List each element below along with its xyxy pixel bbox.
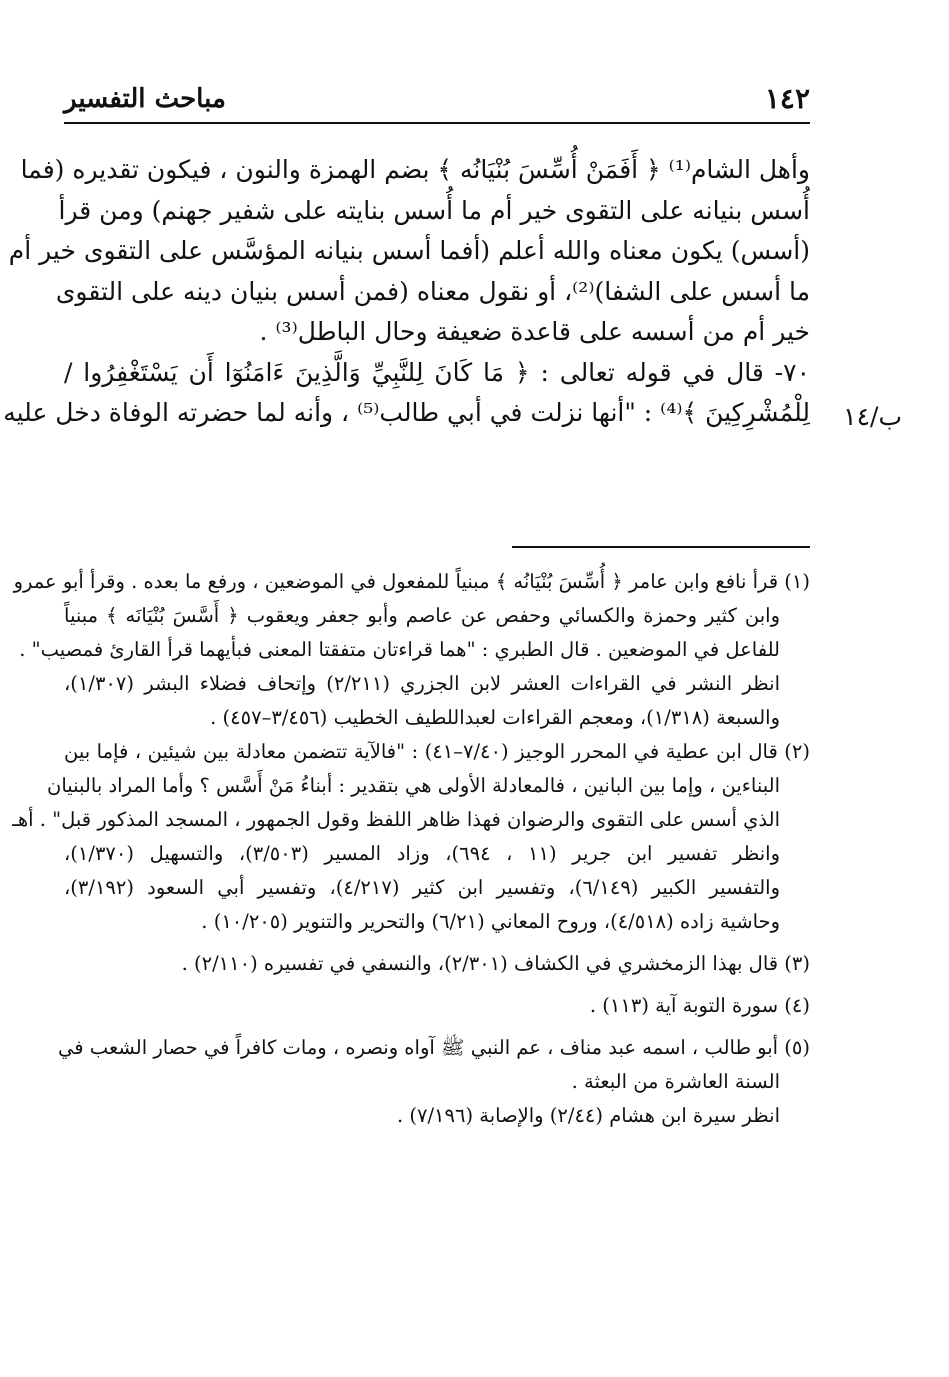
- body-line: ما أسس على الشفا)⁽²⁾، أو نقول معناه (فمن أسس بنيان دينه على التقوى: [55, 276, 810, 306]
- body-line: أُسس بنيانه على التقوى خير أم ما أُسس بنايته على شفير جهنم) ومن قرأ: [58, 195, 810, 225]
- page-header: [64, 78, 810, 124]
- footnotes: [12, 565, 810, 1133]
- footnote-line: البناءين ، وإما بين البانين ، فالمعادلة الأولى هي بتقدير : أبناءُ مَنْ أَسَّس ؟ وأما المراد بالبنيان: [47, 774, 780, 797]
- footnote-line: (٣) قال بهذا الزمخشري في الكشاف (٢/٣٠١)، والنسفي في تفسيره (٢/١١٠) .: [181, 952, 810, 975]
- footnote-line: (٢) قال ابن عطية في المحرر الوجيز (٧/٤٠–٤١) : "فالآية تتضمن معادلة بين شيئين ، فإما بين: [64, 740, 810, 763]
- footnote-4: [64, 989, 810, 1023]
- body-line: وأهل الشام⁽¹⁾ ﴿ أَفَمَنْ أُسِّسَ بُنْيَانُه ﴾ بضم الهمزة والنون ، فيكون تقديره (فما: [20, 155, 810, 184]
- footnote-line: (١) قرأ نافع وابن عامر ﴿ أُسِّسَ بُنْيَانُه ﴾ مبنياً للمفعول في الموضعين ، ورفع ما بعده . وقرأ أبو عمرو: [13, 570, 810, 593]
- footnote-line: وانظر تفسير ابن جرير (١١ ، ٦٩٤)، وزاد المسير (٣/٥٠٣)، والتسهيل (١/٣٧٠)،: [64, 842, 780, 865]
- footnote-line: والسبعة (١/٣١٨)، ومعجم القراءات لعبداللطيف الخطيب (٣/٤٥٦–٤٥٧) .: [210, 706, 780, 729]
- footnote-line: السنة العاشرة من البعثة .: [571, 1070, 780, 1093]
- footnote-separator: [512, 546, 810, 548]
- manuscript-folio-note: ب/١٤: [843, 402, 902, 431]
- footnote-2: [12, 735, 810, 939]
- body-line: خير أم من أسسه على قاعدة ضعيفة وحال الباطل⁽³⁾ .: [259, 317, 810, 346]
- footnote-line: للفاعل في الموضعين . قال الطبري : "هما قراءتان متفقتا المعنى فبأيهما قرأ القارئ فمصيب" .: [19, 638, 780, 661]
- footnote-1: [13, 565, 810, 735]
- page-number: ١٤٢: [764, 82, 810, 115]
- footnote-line: وابن كثير وحمزة والكسائي وحفص عن عاصم وأبو جعفر ويعقوب ﴿ أَسَّسَ بُنْيَانَه ﴾ مبنياً: [64, 604, 780, 627]
- footnote-line: (٥) أبو طالب ، اسمه عبد مناف ، عم النبي ﷺ آواه ونصره ، ومات كافراً في حصار الشعب في: [58, 1036, 810, 1059]
- footnote-line: انظر سيرة ابن هشام (٢/٤٤) والإصابة (٧/١٩٦) .: [396, 1104, 780, 1127]
- footnote-line: الذي أسس على التقوى والرضوان فهذا ظاهر اللفظ وقول الجمهور ، المسجد المذكور قبل" . أهـ: [12, 808, 780, 831]
- body-line: ٧٠- قال في قوله تعالى : ﴿ مَا كَانَ لِلنَّبِيِّ وَالَّذِينَ ءَامَنُوٓا أَن يَسْتَغْفِرُوا /: [64, 357, 810, 387]
- footnote-5: [58, 1031, 810, 1133]
- body-line: لِلْمُشْرِكِينَ ﴾⁽⁴⁾ : "أنها نزلت في أبي طالب⁽⁵⁾ ، وأنه لما حضرته الوفاة دخل عليه: [3, 398, 810, 427]
- footnote-line: (٤) سورة التوبة آية (١١٣) .: [589, 994, 810, 1017]
- body-line: (أسس) يكون معناه والله أعلم (أفما أسس بنيانه المؤسَّس على التقوى خير أم: [8, 236, 810, 265]
- footnote-line: وحاشية زاده (٤/٥١٨)، وروح المعاني (٦/٢١) والتحرير والتنوير (١٠/٢٠٥) .: [201, 910, 780, 933]
- footnote-line: انظر النشر في القراءات العشر لابن الجزري (٢/٢١١) وإتحاف فضلاء البشر (١/٣٠٧)،: [64, 672, 780, 695]
- running-title: مباحث التفسير: [64, 84, 226, 114]
- main-text: [3, 150, 810, 434]
- footnote-3: [64, 947, 810, 981]
- footnote-line: والتفسير الكبير (٦/١٤٩)، وتفسير ابن كثير (٤/٢١٧)، وتفسير أبي السعود (٣/١٩٢)،: [64, 876, 780, 899]
